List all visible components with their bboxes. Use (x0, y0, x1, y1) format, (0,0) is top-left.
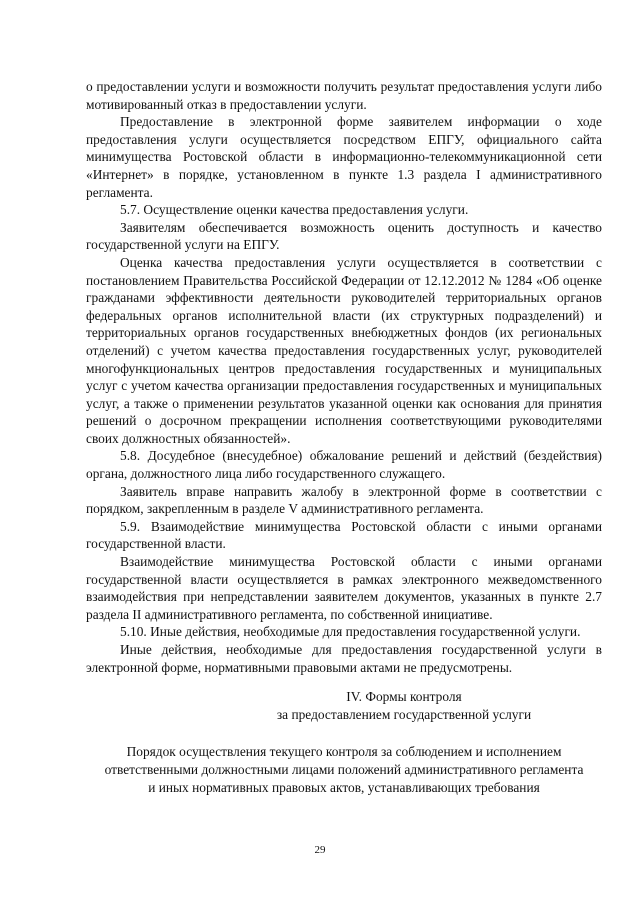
page-number: 29 (314, 844, 326, 856)
paragraph-interaction: Взаимодействие минимущества Ростовской области с иными органами государственной власти осуществляется в рамках электронного межведомственного взаимодействия при непредставлении заявителем документов, указанных в пункте 2.7 раздела II административного регламента, по собственной инициативе. (86, 554, 602, 622)
subsection-title-line-1: Порядок осуществления текущего контроля за соблюдением и исполнением (126, 744, 562, 760)
paragraph-electronic-info: Предоставление в электронной форме заявителем информации о ходе предоставления услуги осуществляется посредством ЕПГУ, официального сайта минимущества Ростовской области в информационно-телекоммуникационной сети «Интернет» в порядке, установленном в пункте 1.3 раздела I административного регламента. (86, 114, 602, 200)
clause-5-7-heading: 5.7. Осуществление оценки качества предоставления услуги. (120, 202, 469, 218)
subsection-spacer (86, 723, 602, 743)
paragraph-quality-assessment: Заявителям обеспечивается возможность оценить доступность и качество государственной услуги на ЕПГУ. (86, 219, 602, 253)
section-subtitle: за предоставлением государственной услуги (276, 706, 532, 722)
subsection-title-line-3: и иных нормативных правовых актов, устанавливающих требования (148, 779, 540, 795)
section-spacer (86, 676, 602, 688)
clause-5-8-heading: 5.8. Досудебное (внесудебное) обжалование решений и действий (бездействия) органа, должностного лица либо государственного служащего. (86, 448, 602, 482)
document-page (86, 78, 602, 796)
paragraph-continuation: о предоставлении услуги и возможности получить результат предоставления услуги либо мотивированный отказ в предоставлении услуги. (86, 79, 602, 112)
section-title: IV. Формы контроля (346, 689, 462, 705)
paragraph-quality-regulation: Оценка качества предоставления услуги осуществляется в соответствии с постановлением Правительства Российской Федерации от 12.12.2012 № 1284 «Об оценке гражданами эффективности деятельности руководителей территориальных органов федеральных органов исполнительной власти (их структурных подразделений) и территориальных органов государственных внебюджетных фондов (их региональных отделений) с учетом качества предоставления государственных услуг, руководителей многофункциональных центров предоставления государственных и муниципальных услуг с учетом качества организации предоставления государственных и муниципальных услуг, а также о применении результатов указанной оценки как основания для принятия решений о досрочном прекращении исполнения соответствующими руководителями своих должностных обязанностей». (86, 254, 602, 446)
subsection-title-line-2: ответственными должностными лицами положений административного регламента (104, 761, 584, 777)
clause-5-10-heading: 5.10. Иные действия, необходимые для предоставления государственной услуги. (120, 624, 581, 640)
paragraph-other-actions: Иные действия, необходимые для предоставления государственной услуги в электронной форме, нормативными правовыми актами не предусмотрены. (86, 642, 602, 675)
paragraph-complaint: Заявитель вправе направить жалобу в электронной форме в соответствии с порядком, закрепленным в разделе V административного регламента. (86, 483, 602, 517)
clause-5-9-heading: 5.9. Взаимодействие минимущества Ростовской области с иными органами государственной власти. (86, 518, 602, 552)
